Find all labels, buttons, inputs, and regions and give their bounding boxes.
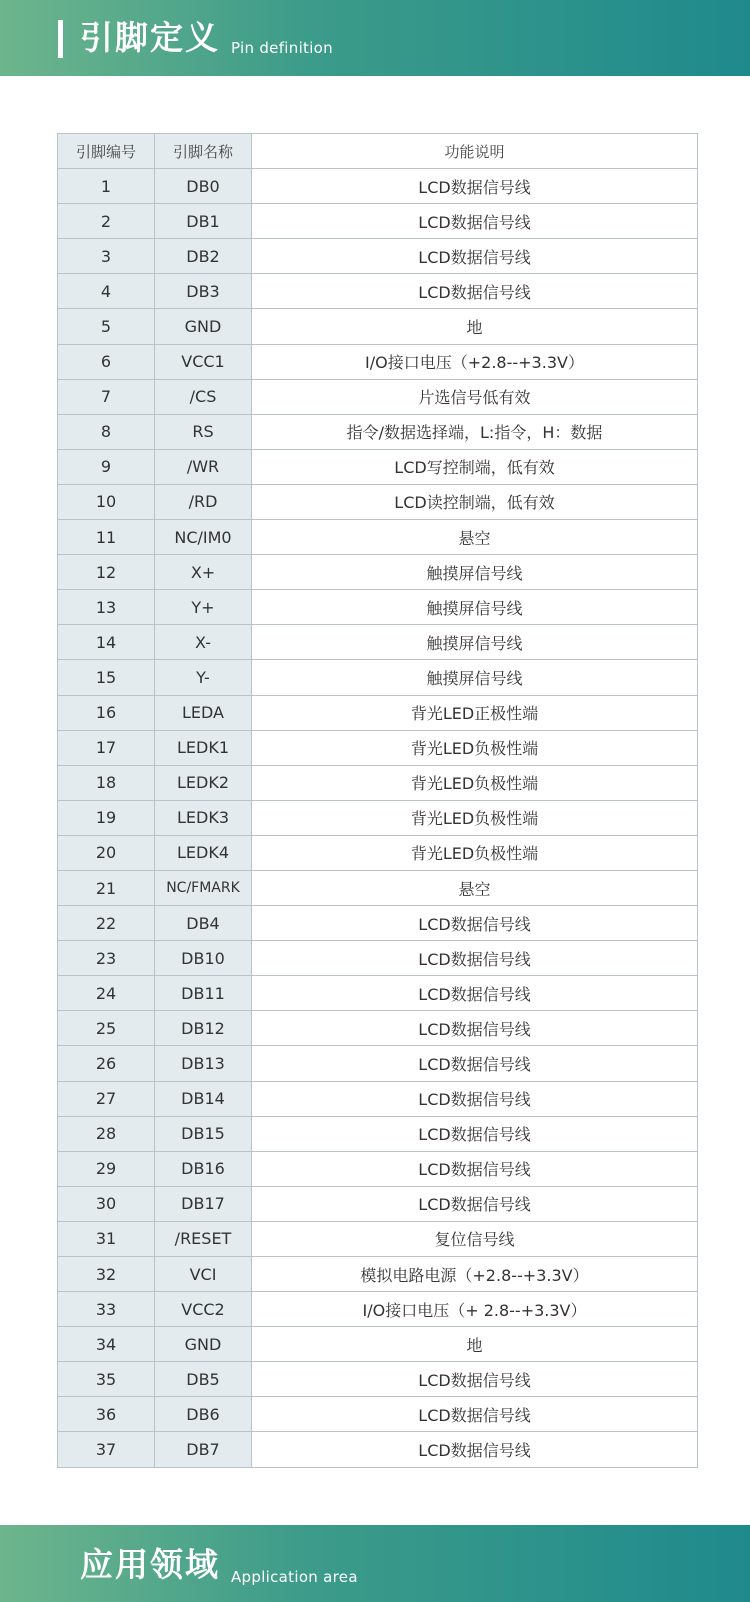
pin-number-cell: 16 — [58, 695, 155, 730]
pin-number-cell: 7 — [58, 379, 155, 414]
pin-number-cell: 17 — [58, 730, 155, 765]
pin-name-cell: Y+ — [155, 590, 252, 625]
pin-number-cell: 19 — [58, 800, 155, 835]
pin-number-cell: 2 — [58, 204, 155, 239]
pin-function-cell: I/O接口电压（+ 2.8--+3.3V） — [252, 1292, 698, 1327]
pin-number-cell: 10 — [58, 484, 155, 519]
pin-name-cell: DB12 — [155, 1011, 252, 1046]
pin-number-cell: 21 — [58, 870, 155, 905]
pin-name-cell: RS — [155, 414, 252, 449]
table-row — [58, 976, 698, 1011]
header-title: 引脚定义 — [80, 18, 220, 57]
pin-number-cell: 1 — [58, 169, 155, 204]
pin-function-cell: LCD数据信号线 — [252, 204, 698, 239]
pin-name-cell: DB7 — [155, 1432, 252, 1467]
pin-function-cell: 悬空 — [252, 520, 698, 555]
pin-number-cell: 22 — [58, 906, 155, 941]
pin-function-cell: 片选信号低有效 — [252, 379, 698, 414]
pin-number-cell: 35 — [58, 1362, 155, 1397]
pin-number-cell: 34 — [58, 1327, 155, 1362]
pin-name-cell: DB16 — [155, 1151, 252, 1186]
pin-name-cell: DB6 — [155, 1397, 252, 1432]
table-row — [58, 660, 698, 695]
header-accent-bar — [58, 20, 63, 58]
column-header-function: 功能说明 — [252, 134, 698, 169]
pin-number-cell: 8 — [58, 414, 155, 449]
pin-function-cell: LCD数据信号线 — [252, 1011, 698, 1046]
pin-name-cell: DB11 — [155, 976, 252, 1011]
table-row — [58, 309, 698, 344]
table-row — [58, 1327, 698, 1362]
pin-number-cell: 28 — [58, 1116, 155, 1151]
pin-number-cell: 11 — [58, 520, 155, 555]
pin-function-cell: LCD数据信号线 — [252, 1081, 698, 1116]
pin-function-cell: 触摸屏信号线 — [252, 660, 698, 695]
table-row — [58, 169, 698, 204]
pin-function-cell: LCD数据信号线 — [252, 169, 698, 204]
pin-function-cell: LCD数据信号线 — [252, 976, 698, 1011]
table-row — [58, 730, 698, 765]
pin-number-cell: 33 — [58, 1292, 155, 1327]
pin-number-cell: 37 — [58, 1432, 155, 1467]
pin-name-cell: NC/FMARK — [155, 870, 252, 905]
pin-table — [57, 133, 698, 1468]
pin-function-cell: LCD数据信号线 — [252, 239, 698, 274]
table-row — [58, 1397, 698, 1432]
column-header-pin-number: 引脚编号 — [58, 134, 155, 169]
pin-name-cell: DB13 — [155, 1046, 252, 1081]
pin-name-cell: LEDK4 — [155, 835, 252, 870]
pin-number-cell: 31 — [58, 1221, 155, 1256]
pin-number-cell: 20 — [58, 835, 155, 870]
table-row — [58, 1292, 698, 1327]
pin-function-cell: LCD数据信号线 — [252, 941, 698, 976]
pin-name-cell: DB5 — [155, 1362, 252, 1397]
pin-number-cell: 24 — [58, 976, 155, 1011]
table-row — [58, 590, 698, 625]
pin-number-cell: 12 — [58, 555, 155, 590]
pin-name-cell: DB4 — [155, 906, 252, 941]
table-row — [58, 1432, 698, 1467]
pin-name-cell: DB14 — [155, 1081, 252, 1116]
pin-number-cell: 13 — [58, 590, 155, 625]
table-header-row — [58, 134, 698, 169]
pin-function-cell: 地 — [252, 309, 698, 344]
table-row — [58, 520, 698, 555]
pin-table-body — [58, 169, 698, 1467]
table-row — [58, 800, 698, 835]
table-row — [58, 344, 698, 379]
pin-name-cell: VCC2 — [155, 1292, 252, 1327]
pin-name-cell: X- — [155, 625, 252, 660]
table-row — [58, 204, 698, 239]
pin-name-cell: DB10 — [155, 941, 252, 976]
table-row — [58, 906, 698, 941]
pin-function-cell: LCD写控制端，低有效 — [252, 449, 698, 484]
table-row — [58, 1046, 698, 1081]
table-row — [58, 1151, 698, 1186]
pin-definition-header — [0, 0, 750, 76]
table-row — [58, 379, 698, 414]
table-row — [58, 765, 698, 800]
pin-name-cell: DB17 — [155, 1186, 252, 1221]
table-row — [58, 695, 698, 730]
table-row — [58, 1116, 698, 1151]
pin-function-cell: LCD数据信号线 — [252, 1397, 698, 1432]
pin-name-cell: NC/IM0 — [155, 520, 252, 555]
pin-function-cell: 触摸屏信号线 — [252, 590, 698, 625]
pin-function-cell: LCD读控制端，低有效 — [252, 484, 698, 519]
pin-function-cell: 悬空 — [252, 870, 698, 905]
pin-number-cell: 3 — [58, 239, 155, 274]
pin-number-cell: 29 — [58, 1151, 155, 1186]
footer-title: 应用领域 — [80, 1545, 220, 1584]
pin-name-cell: /CS — [155, 379, 252, 414]
pin-function-cell: LCD数据信号线 — [252, 1116, 698, 1151]
pin-name-cell: DB0 — [155, 169, 252, 204]
table-row — [58, 870, 698, 905]
pin-name-cell: /WR — [155, 449, 252, 484]
table-row — [58, 555, 698, 590]
pin-number-cell: 9 — [58, 449, 155, 484]
pin-name-cell: DB3 — [155, 274, 252, 309]
pin-number-cell: 23 — [58, 941, 155, 976]
pin-name-cell: DB15 — [155, 1116, 252, 1151]
table-row — [58, 1362, 698, 1397]
pin-function-cell: LCD数据信号线 — [252, 1186, 698, 1221]
pin-name-cell: /RD — [155, 484, 252, 519]
pin-number-cell: 30 — [58, 1186, 155, 1221]
pin-number-cell: 14 — [58, 625, 155, 660]
pin-name-cell: DB2 — [155, 239, 252, 274]
pin-name-cell: DB1 — [155, 204, 252, 239]
pin-function-cell: 指令/数据选择端，L:指令，H：数据 — [252, 414, 698, 449]
pin-name-cell: GND — [155, 1327, 252, 1362]
pin-name-cell: LEDA — [155, 695, 252, 730]
table-row — [58, 1186, 698, 1221]
pin-function-cell: LCD数据信号线 — [252, 906, 698, 941]
pin-name-cell: LEDK1 — [155, 730, 252, 765]
pin-function-cell: LCD数据信号线 — [252, 1432, 698, 1467]
application-area-header — [0, 1525, 750, 1602]
pin-name-cell: VCI — [155, 1257, 252, 1292]
pin-name-cell: LEDK2 — [155, 765, 252, 800]
pin-number-cell: 18 — [58, 765, 155, 800]
pin-function-cell: 背光LED负极性端 — [252, 835, 698, 870]
pin-number-cell: 15 — [58, 660, 155, 695]
pin-name-cell: VCC1 — [155, 344, 252, 379]
table-row — [58, 1081, 698, 1116]
table-row — [58, 274, 698, 309]
pin-number-cell: 27 — [58, 1081, 155, 1116]
table-row — [58, 1221, 698, 1256]
pin-number-cell: 32 — [58, 1257, 155, 1292]
pin-function-cell: 地 — [252, 1327, 698, 1362]
pin-function-cell: I/O接口电压（+2.8--+3.3V） — [252, 344, 698, 379]
pin-function-cell: 背光LED负极性端 — [252, 765, 698, 800]
pin-function-cell: 背光LED负极性端 — [252, 800, 698, 835]
table-row — [58, 449, 698, 484]
table-row — [58, 835, 698, 870]
pin-number-cell: 36 — [58, 1397, 155, 1432]
pin-number-cell: 5 — [58, 309, 155, 344]
pin-function-cell: 复位信号线 — [252, 1221, 698, 1256]
table-row — [58, 484, 698, 519]
pin-function-cell: LCD数据信号线 — [252, 274, 698, 309]
pin-function-cell: LCD数据信号线 — [252, 1362, 698, 1397]
pin-function-cell: 触摸屏信号线 — [252, 625, 698, 660]
pin-function-cell: 背光LED正极性端 — [252, 695, 698, 730]
pin-number-cell: 6 — [58, 344, 155, 379]
column-header-pin-name: 引脚名称 — [155, 134, 252, 169]
pin-name-cell: /RESET — [155, 1221, 252, 1256]
table-row — [58, 414, 698, 449]
pin-name-cell: LEDK3 — [155, 800, 252, 835]
table-row — [58, 1257, 698, 1292]
pin-function-cell: LCD数据信号线 — [252, 1046, 698, 1081]
table-row — [58, 941, 698, 976]
header-subtitle: Pin definition — [231, 39, 333, 57]
pin-function-cell: 背光LED负极性端 — [252, 730, 698, 765]
pin-number-cell: 25 — [58, 1011, 155, 1046]
pin-function-cell: 触摸屏信号线 — [252, 555, 698, 590]
pin-name-cell: GND — [155, 309, 252, 344]
pin-name-cell: Y- — [155, 660, 252, 695]
pin-number-cell: 26 — [58, 1046, 155, 1081]
pin-name-cell: X+ — [155, 555, 252, 590]
table-row — [58, 625, 698, 660]
table-row — [58, 1011, 698, 1046]
footer-subtitle: Application area — [231, 1568, 358, 1586]
pin-number-cell: 4 — [58, 274, 155, 309]
pin-function-cell: 模拟电路电源（+2.8--+3.3V） — [252, 1257, 698, 1292]
pin-function-cell: LCD数据信号线 — [252, 1151, 698, 1186]
table-row — [58, 239, 698, 274]
